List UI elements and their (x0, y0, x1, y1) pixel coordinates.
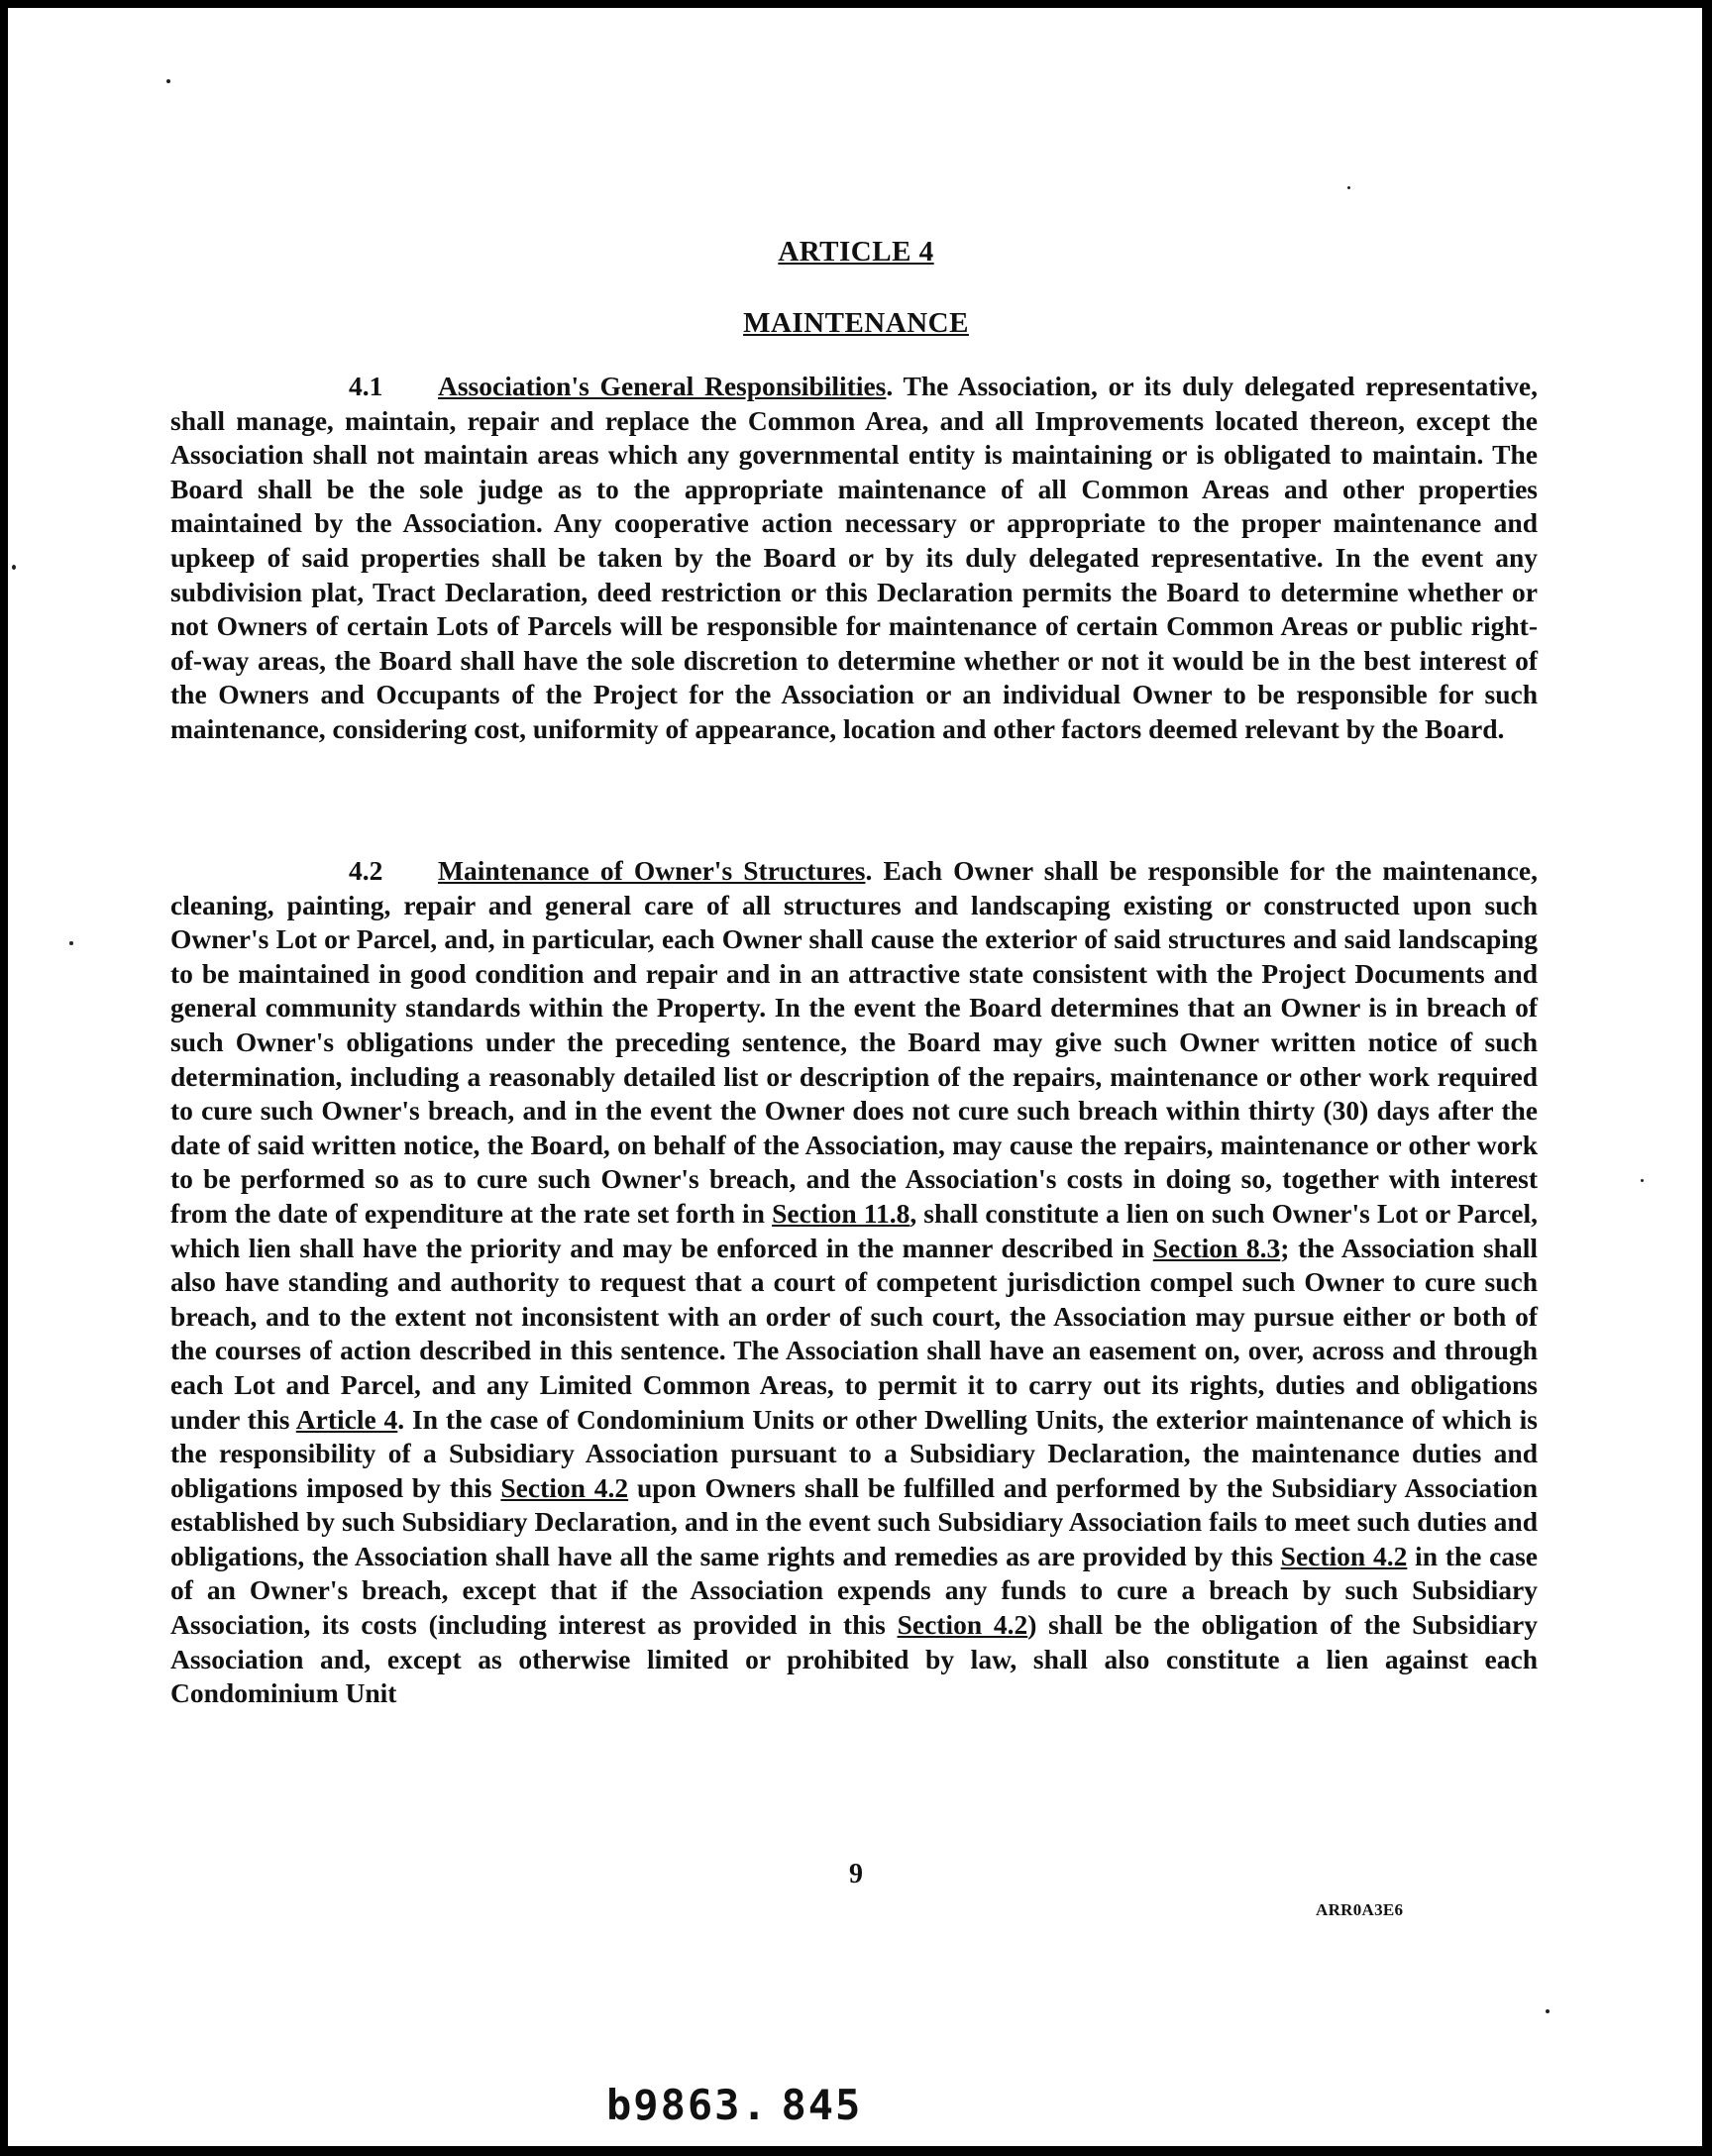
section-body: upon Owners shall be fulfilled and performed by the Subsidiary Association established by such Subsidiary Declaration, and in the event such Subsidiary Association fails to meet such duties and obligations, the Association shall have all the same rights and remedies as are provided by this (170, 1471, 1538, 1571)
stamp-prefix: b (606, 2081, 634, 2129)
section-body: . Each Owner shall be responsible for the maintenance, cleaning, painting, repair and general care of all structures and landscaping existing or constructed upon such Owner's Lot or Parcel, and, in particular, each Owner shall cause the exterior of said structures and said landscaping to be maintained in good condition and repair and in an attractive state consistent with the Project Documents and general community standards within the Property. In the event the Board determines that an Owner is in breach of such Owner's obligations under the preceding sentence, the Board may give such Owner written notice of such determination, including a reasonably detailed list or description of the repairs, maintenance or other work required to cure such Owner's breach, and in the event the Owner does not cure such breach within thirty (30) days after the date of said written notice, the Board, on behalf of the Association, may cause the repairs, maintenance or other work to be performed so as to cure such Owner's breach, and the Association's costs in doing so, together with interest from the date of expenditure at the rate set forth in (170, 855, 1539, 1229)
cross-reference: Section 8.3 (1152, 1232, 1281, 1263)
article-title: MAINTENANCE (743, 307, 969, 339)
cross-reference: Article 4 (295, 1403, 398, 1435)
scan-speck (1546, 2009, 1550, 2013)
page-number: 9 (849, 1859, 863, 1889)
section-4-2-paragraph (170, 854, 1538, 1711)
section-body: ; the Association shall also have standing and authority to request that a court of competent jurisdiction compel such Owner to cure such breach, and to the extent not inconsistent with an order of such court, the Association may pursue either or both of the courses of action described in this sentence. The Association shall have an easement on, over, across and through each Lot and Parcel, and any Limited Common Areas, to permit it to carry out its rights, duties and obligations under this (170, 1232, 1538, 1435)
scan-speck (69, 941, 73, 945)
section-body: ) shall be the obligation of the Subsidiary Association and, except as otherwise limited or prohibited by law, shall also constitute a lien against each Condominium Unit (170, 1609, 1538, 1709)
document-code: ARR0A3E6 (1316, 1900, 1404, 1919)
cross-reference: Section 11.8 (772, 1197, 910, 1229)
section-title: Association's General Responsibilities (438, 371, 887, 401)
stamp-number-left: 9863 (633, 2081, 742, 2129)
cross-reference: Section 4.2 (500, 1471, 629, 1503)
scan-speck (166, 79, 170, 83)
section-4-1-paragraph (170, 370, 1538, 747)
article-heading: ARTICLE 4 (778, 236, 934, 268)
section-body: , shall constitute a lien on such Owner's Lot or Parcel, which lien shall have the priority and may be enforced in the manner described in (170, 1197, 1539, 1263)
section-body: . In the case of Condominium Units or other Dwelling Units, the exterior maintenance of which is the responsibility of a Subsidiary Association pursuant to a Subsidiary Declaration, the maintenance duties and obligations imposed by this (170, 1403, 1538, 1503)
section-body: . The Association, or its duly delegated representative, shall manage, maintain, repair and replace the Common Area, and all Improvements located thereon, except the Association shall not maintain areas which any governmental entity is maintaining or is obligated to maintain. The Board shall be the sole judge as to the appropriate maintenance of all Common Areas and other properties maintained by the Association. Any cooperative action necessary or appropriate to the proper maintenance and upkeep of said properties shall be taken by the Board or by its duly delegated representative. In the event any subdivision plat, Tract Declaration, deed restriction or this Declaration permits the Board to determine whether or not Owners of certain Lots of Parcels will be responsible for maintenance of certain Common Areas or public right-of-way areas, the Board shall have the sole discretion to determine whether or not it would be in the best interest of the Owners and Occupants of the Project for the Association or an individual Owner to be responsible for such maintenance, considering cost, uniformity of appearance, location and other factors deemed relevant by the Board. (170, 371, 1538, 744)
section-number: 4.2 (349, 855, 383, 886)
section-body: in the case of an Owner's breach, except that if the Association expends any funds to cure a breach by such Subsidiary Association, its costs (including interest as provided in this (170, 1540, 1538, 1641)
stamp-dot: . (741, 2081, 769, 2129)
section-title: Maintenance of Owner's Structures (438, 855, 866, 886)
section-number: 4.1 (349, 371, 383, 401)
cross-reference: Section 4.2 (897, 1609, 1028, 1641)
recording-stamp (606, 2081, 862, 2129)
scan-speck (1347, 186, 1350, 189)
scan-speck (12, 565, 16, 570)
stamp-number-right: 845 (781, 2081, 863, 2129)
scan-speck (1641, 1179, 1644, 1182)
cross-reference: Section 4.2 (1280, 1540, 1408, 1571)
